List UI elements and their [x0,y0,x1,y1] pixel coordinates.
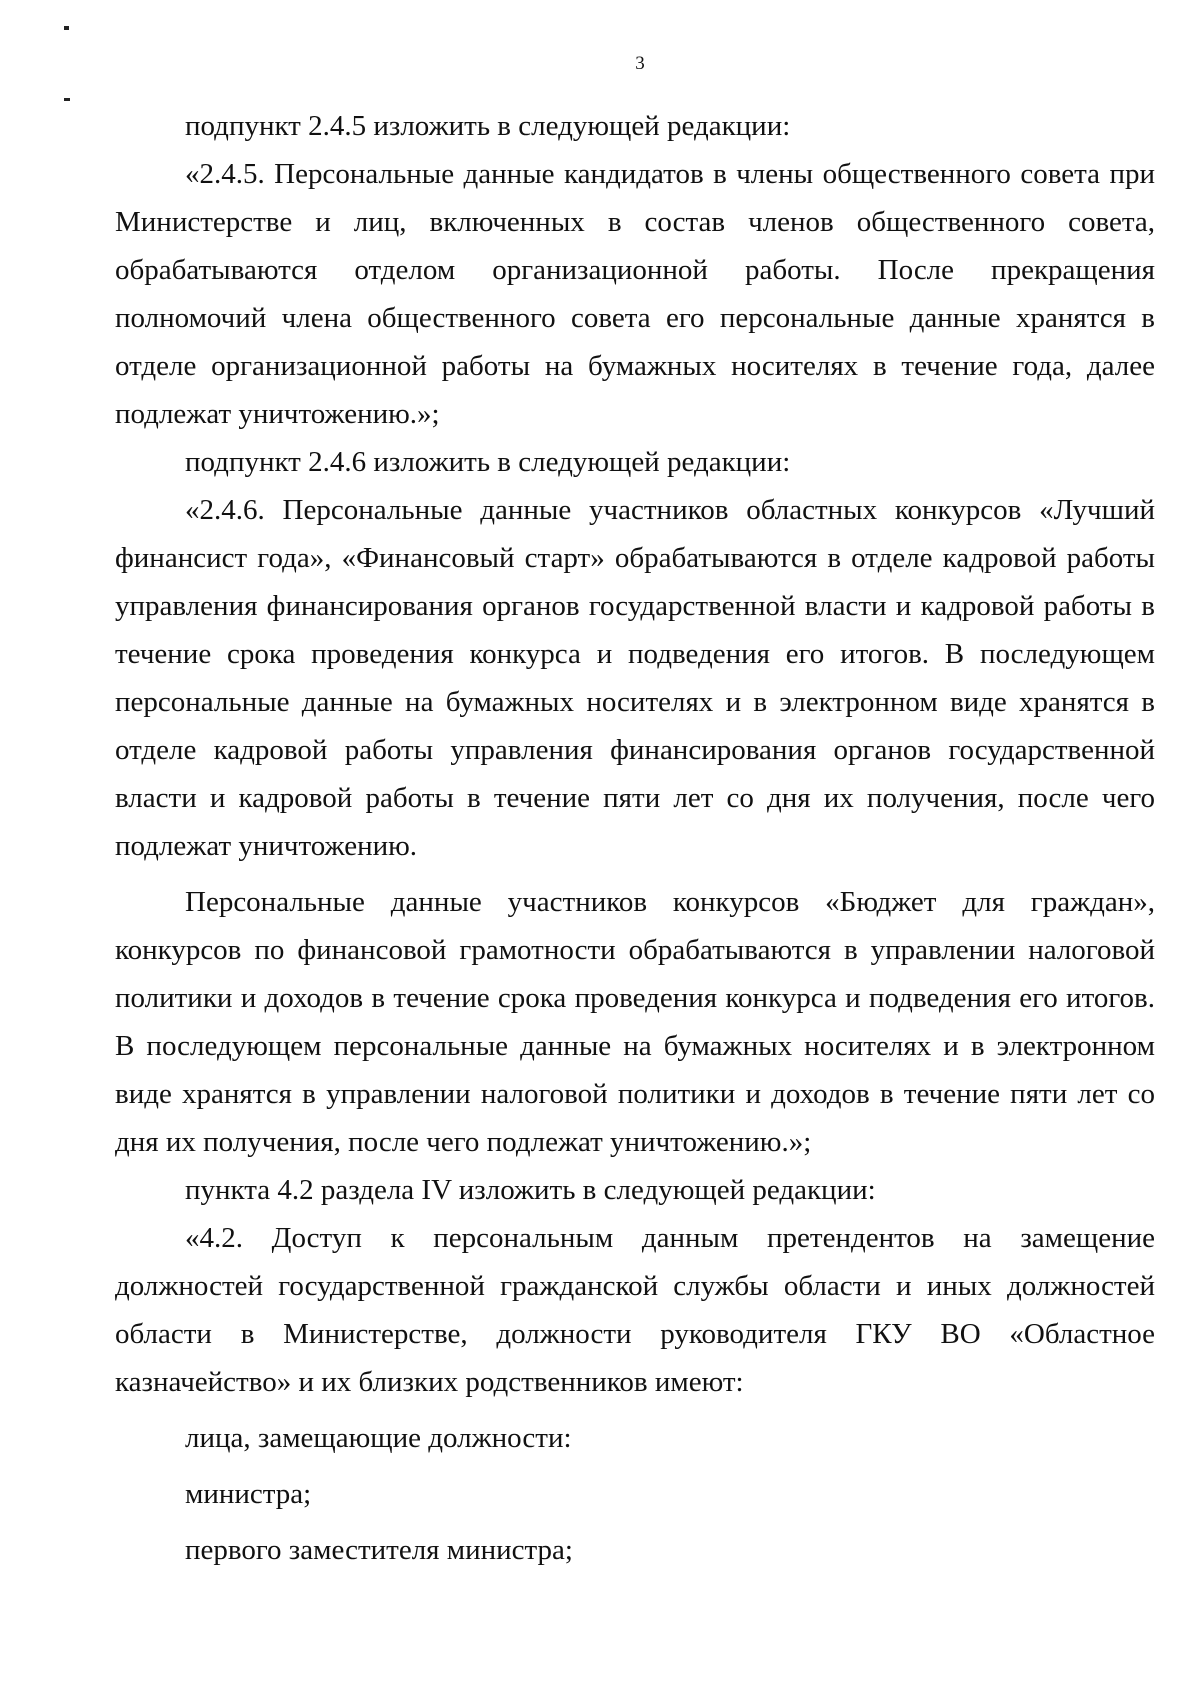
document-body [115,102,1155,1574]
paragraph-minister: министра; [185,1478,312,1510]
scan-artifact-mark [64,26,69,30]
paragraph-246-text: «2.4.6. Персональные данные участников областных конкурсов «Лучший финансист года», «Финансовый старт» обрабатываются в отделе кадровой работы управления финансирования органов государственной власти и кадровой работы в течение срока проведения конкурса и подведения его итогов. В последующем персональные данные на бумажных носителях и в электронном виде хранятся в отделе кадровой работы управления финансирования органов государственной власти и кадровой работы в течение пяти лет со дня их получения, после чего подлежат уничтожению. [115,494,1155,862]
paragraph-first-deputy: первого заместителя министра; [185,1534,573,1566]
paragraph-subpoint-246-intro: подпункт 2.4.6 изложить в следующей редакции: [185,446,791,478]
paragraph-point-42-intro: пункта 4.2 раздела IV изложить в следующей редакции: [185,1174,876,1206]
scan-artifact-mark [64,98,70,101]
page-number: 3 [635,53,645,74]
paragraph-42-text: «4.2. Доступ к персональным данным претендентов на замещение должностей государственной гражданской службы области и иных должностей области в Министерстве, должности руководителя ГКУ ВО «Областное казначейство» и их близких родственников имеют: [115,1222,1155,1398]
paragraph-subpoint-245-intro: подпункт 2.4.5 изложить в следующей редакции: [185,110,791,142]
paragraph-245-text: «2.4.5. Персональные данные кандидатов в члены общественного совета при Министерстве и лиц, включенных в состав членов общественного совета, обрабатываются отделом организационной работы. После прекращения полномочий члена общественного совета его персональные данные хранятся в отделе организационной работы на бумажных носителях в течение года, далее подлежат уничтожению.»; [115,158,1155,430]
paragraph-positions-intro: лица, замещающие должности: [185,1422,572,1454]
paragraph-246-continuation: Персональные данные участников конкурсов «Бюджет для граждан», конкурсов по финансовой грамотности обрабатываются в управлении налоговой политики и доходов в течение срока проведения конкурса и подведения его итогов. В последующем персональные данные на бумажных носителях и в электронном виде хранятся в управлении налоговой политики и доходов в течение пяти лет со дня их получения, после чего подлежат уничтожению.»; [115,886,1155,1158]
